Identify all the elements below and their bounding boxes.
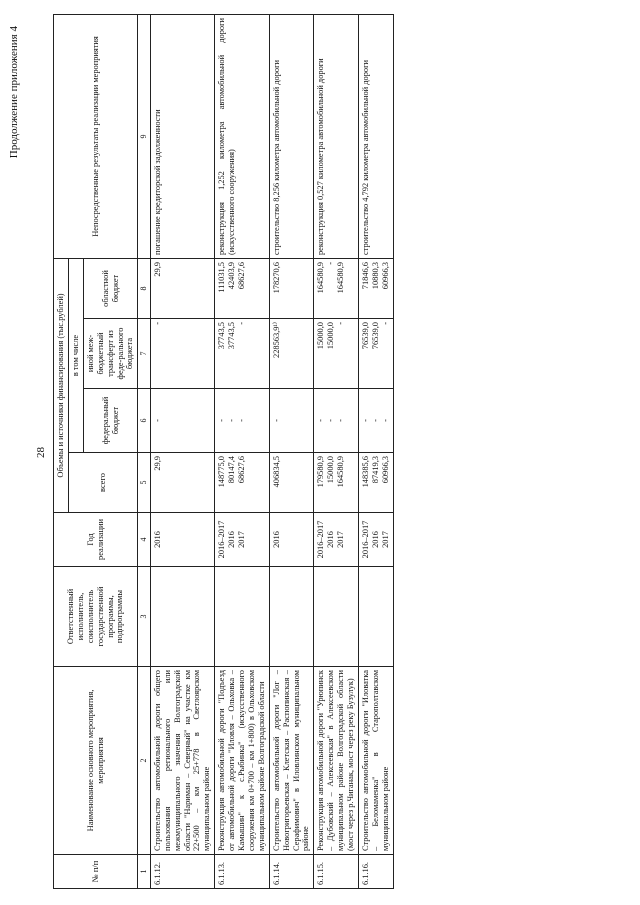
federal-cell xyxy=(314,389,359,453)
executor xyxy=(215,567,270,667)
row-number: 6.1.12. xyxy=(150,855,214,889)
interbudget-cell-value: 37743,5 xyxy=(217,322,227,350)
table-row xyxy=(359,15,394,889)
total-cell xyxy=(269,453,314,513)
header-including: в том числе xyxy=(68,259,83,453)
year-cell xyxy=(269,513,314,567)
year-cell xyxy=(150,513,214,567)
federal-cell-value: - xyxy=(237,419,247,422)
regional-cell-value: 71846,6 xyxy=(361,262,370,290)
table-row xyxy=(215,15,270,889)
regional-cell-value: 111031,5 xyxy=(217,262,227,293)
regional-cell-value: 164580,9 xyxy=(336,262,346,294)
total-cell-value: 87419,3 xyxy=(370,456,380,484)
total-cell-value: 80147,4 xyxy=(227,456,237,484)
header-name: Наименование основного мероприятия, мероприятия xyxy=(54,667,138,855)
year-cell-value: 2016 xyxy=(152,531,162,548)
column-number: 2 xyxy=(138,667,150,855)
total-cell xyxy=(215,453,270,513)
interbudget-cell-value: 76539,0 xyxy=(361,322,370,350)
federal-cell-value: - xyxy=(380,419,390,422)
header-interbudget: иной меж-бюджетный трансферт из феде-рального бюджета xyxy=(83,319,138,389)
header-results: Непосредственные результаты реализации мероприятия xyxy=(54,15,138,259)
year-cell-value: 2016–2017 xyxy=(316,520,326,559)
header-regional: областной бюджет xyxy=(83,259,138,319)
column-number: 9 xyxy=(138,15,150,259)
total-cell xyxy=(359,453,394,513)
measure-name: Реконструкция автомобильной дороги "Подъезд от автомобильной дороги "Иловля – Ольховка – Камышин" к с.Рыбинка" (искусственного сооружения км 0+700 – км 1+800) в Ольховском муниципальном районе Волгоградской области xyxy=(215,667,270,855)
header-financing: Объемы и источники финансирования (тыс.рублей) xyxy=(54,259,69,513)
continuation-note: Продолжение приложения 4 xyxy=(8,26,20,159)
total-cell-value: 406834,5 xyxy=(271,456,281,488)
interbudget-cell-value: - xyxy=(237,322,247,325)
row-number: 6.1.13. xyxy=(215,855,270,889)
federal-cell-value: - xyxy=(316,419,326,422)
year-cell-value: 2016 xyxy=(271,531,281,548)
interbudget-cell xyxy=(314,319,359,389)
interbudget-cell-value: 228563,9¹⁾ xyxy=(271,322,281,358)
header-year: Год реализации xyxy=(54,513,138,567)
regional-cell xyxy=(359,259,394,319)
interbudget-cell-value: - xyxy=(336,322,346,325)
regional-cell-value: 10880,3 xyxy=(370,262,380,290)
header-executor: Ответственный исполнитель, соисполнитель государственной программы, подпрограммы xyxy=(54,567,138,667)
federal-cell-value: - xyxy=(361,419,370,422)
federal-cell xyxy=(359,389,394,453)
federal-cell-value: - xyxy=(152,419,162,422)
regional-cell-value: 164580,9 xyxy=(316,262,326,294)
year-cell xyxy=(359,513,394,567)
result-cell: строительство 8,256 километра автомобильной дороги xyxy=(269,15,314,259)
column-number: 7 xyxy=(138,319,150,389)
federal-cell-value: - xyxy=(217,419,227,422)
program-table xyxy=(53,14,394,889)
year-cell-value: 2016 xyxy=(227,531,237,548)
total-cell-value: 60966,3 xyxy=(380,456,390,484)
interbudget-cell-value: 15000,0 xyxy=(326,322,336,350)
measure-name: Строительство автомобильной дороги "Иловатка – Беломаменка" в Старополтавском муниципальном районе xyxy=(359,667,394,855)
interbudget-cell xyxy=(150,319,214,389)
federal-cell-value: - xyxy=(271,419,281,422)
executor xyxy=(269,567,314,667)
year-cell-value: 2016 xyxy=(370,531,380,548)
table-row xyxy=(314,15,359,889)
federal-cell xyxy=(215,389,270,453)
executor xyxy=(359,567,394,667)
column-number: 1 xyxy=(138,855,150,889)
regional-cell-value: 42403,9 xyxy=(227,262,237,290)
row-number: 6.1.16. xyxy=(359,855,394,889)
federal-cell xyxy=(269,389,314,453)
interbudget-cell-value: 76539,0 xyxy=(370,322,380,350)
total-cell-value: 179580,9 xyxy=(316,456,326,488)
total-cell-value: 29,9 xyxy=(152,456,162,471)
regional-cell-value: 68627,6 xyxy=(237,262,247,290)
row-number: 6.1.14. xyxy=(269,855,314,889)
regional-cell-value: 29,9 xyxy=(152,262,162,277)
result-cell: реконструкция 1,252 километра автомобильной дороги (искусственного сооружения) xyxy=(215,15,270,259)
table-body xyxy=(150,15,393,889)
regional-cell-value: - xyxy=(326,262,336,265)
table-row xyxy=(269,15,314,889)
federal-cell xyxy=(150,389,214,453)
total-cell-value: 148775,0 xyxy=(217,456,227,488)
total-cell-value: 68627,6 xyxy=(237,456,247,484)
year-cell-value: 2016–2017 xyxy=(361,520,370,559)
column-number: 5 xyxy=(138,453,150,513)
federal-cell-value: - xyxy=(370,419,380,422)
year-cell-value: 2017 xyxy=(237,531,247,548)
federal-cell-value: - xyxy=(336,419,346,422)
interbudget-cell xyxy=(269,319,314,389)
year-cell-value: 2016 xyxy=(326,531,336,548)
result-cell: погашение кредиторской задолженности xyxy=(150,15,214,259)
regional-cell-value: 60966,3 xyxy=(380,262,390,290)
table-row xyxy=(150,15,214,889)
header-num: № п/п xyxy=(54,855,138,889)
result-cell: строительство 4,792 километра автомобильной дороги xyxy=(359,15,394,259)
column-number: 4 xyxy=(138,513,150,567)
column-number: 3 xyxy=(138,567,150,667)
federal-cell-value: - xyxy=(326,419,336,422)
total-cell xyxy=(314,453,359,513)
total-cell-value: 15000,0 xyxy=(326,456,336,484)
executor xyxy=(314,567,359,667)
result-cell: реконструкция 0,527 километра автомобильной дороги xyxy=(314,15,359,259)
column-number: 8 xyxy=(138,259,150,319)
year-cell-value: 2017 xyxy=(336,531,346,548)
year-cell xyxy=(314,513,359,567)
page-number: 28 xyxy=(35,447,47,458)
total-cell-value: 164580,9 xyxy=(336,456,346,488)
year-cell xyxy=(215,513,270,567)
regional-cell xyxy=(314,259,359,319)
year-cell-value: 2017 xyxy=(380,531,390,548)
interbudget-cell-value: - xyxy=(152,322,162,325)
header-total: всего xyxy=(68,453,137,513)
header-federal: федеральный бюджет xyxy=(83,389,138,453)
interbudget-cell xyxy=(359,319,394,389)
interbudget-cell xyxy=(215,319,270,389)
interbudget-cell-value: 15000,0 xyxy=(316,322,326,350)
executor xyxy=(150,567,214,667)
regional-cell xyxy=(215,259,270,319)
measure-name: Реконструкция автомобильной дороги "Урюпинск – Дубовский – Алексеевская" в Алексеевском муниципальном районе Волгоградской области (мост через р.Чиганак, мост через реку Бузулук) xyxy=(314,667,359,855)
regional-cell-value: 178270,6 xyxy=(271,262,281,294)
interbudget-cell-value: 37743,5 xyxy=(227,322,237,350)
total-cell-value: 148385,6 xyxy=(361,456,370,488)
measure-name: Строительство автомобильной дороги "Лог – Новогригорьевская – Клетская – Распопинская – Серафимович" в Иловлинском муниципальном районе xyxy=(269,667,314,855)
total-cell xyxy=(150,453,214,513)
measure-name: Строительство автомобильной дороги общего пользования регионального или межмуниципального значения Волгоградской области "Нариман – Северный" на участке км 22+500 – км 25+778 в Светлоярском муниципальном районе xyxy=(150,667,214,855)
regional-cell xyxy=(269,259,314,319)
regional-cell xyxy=(150,259,214,319)
column-number: 6 xyxy=(138,389,150,453)
year-cell-value: 2016–2017 xyxy=(217,520,227,559)
interbudget-cell-value: - xyxy=(380,322,390,325)
federal-cell-value: - xyxy=(227,419,237,422)
row-number: 6.1.15. xyxy=(314,855,359,889)
